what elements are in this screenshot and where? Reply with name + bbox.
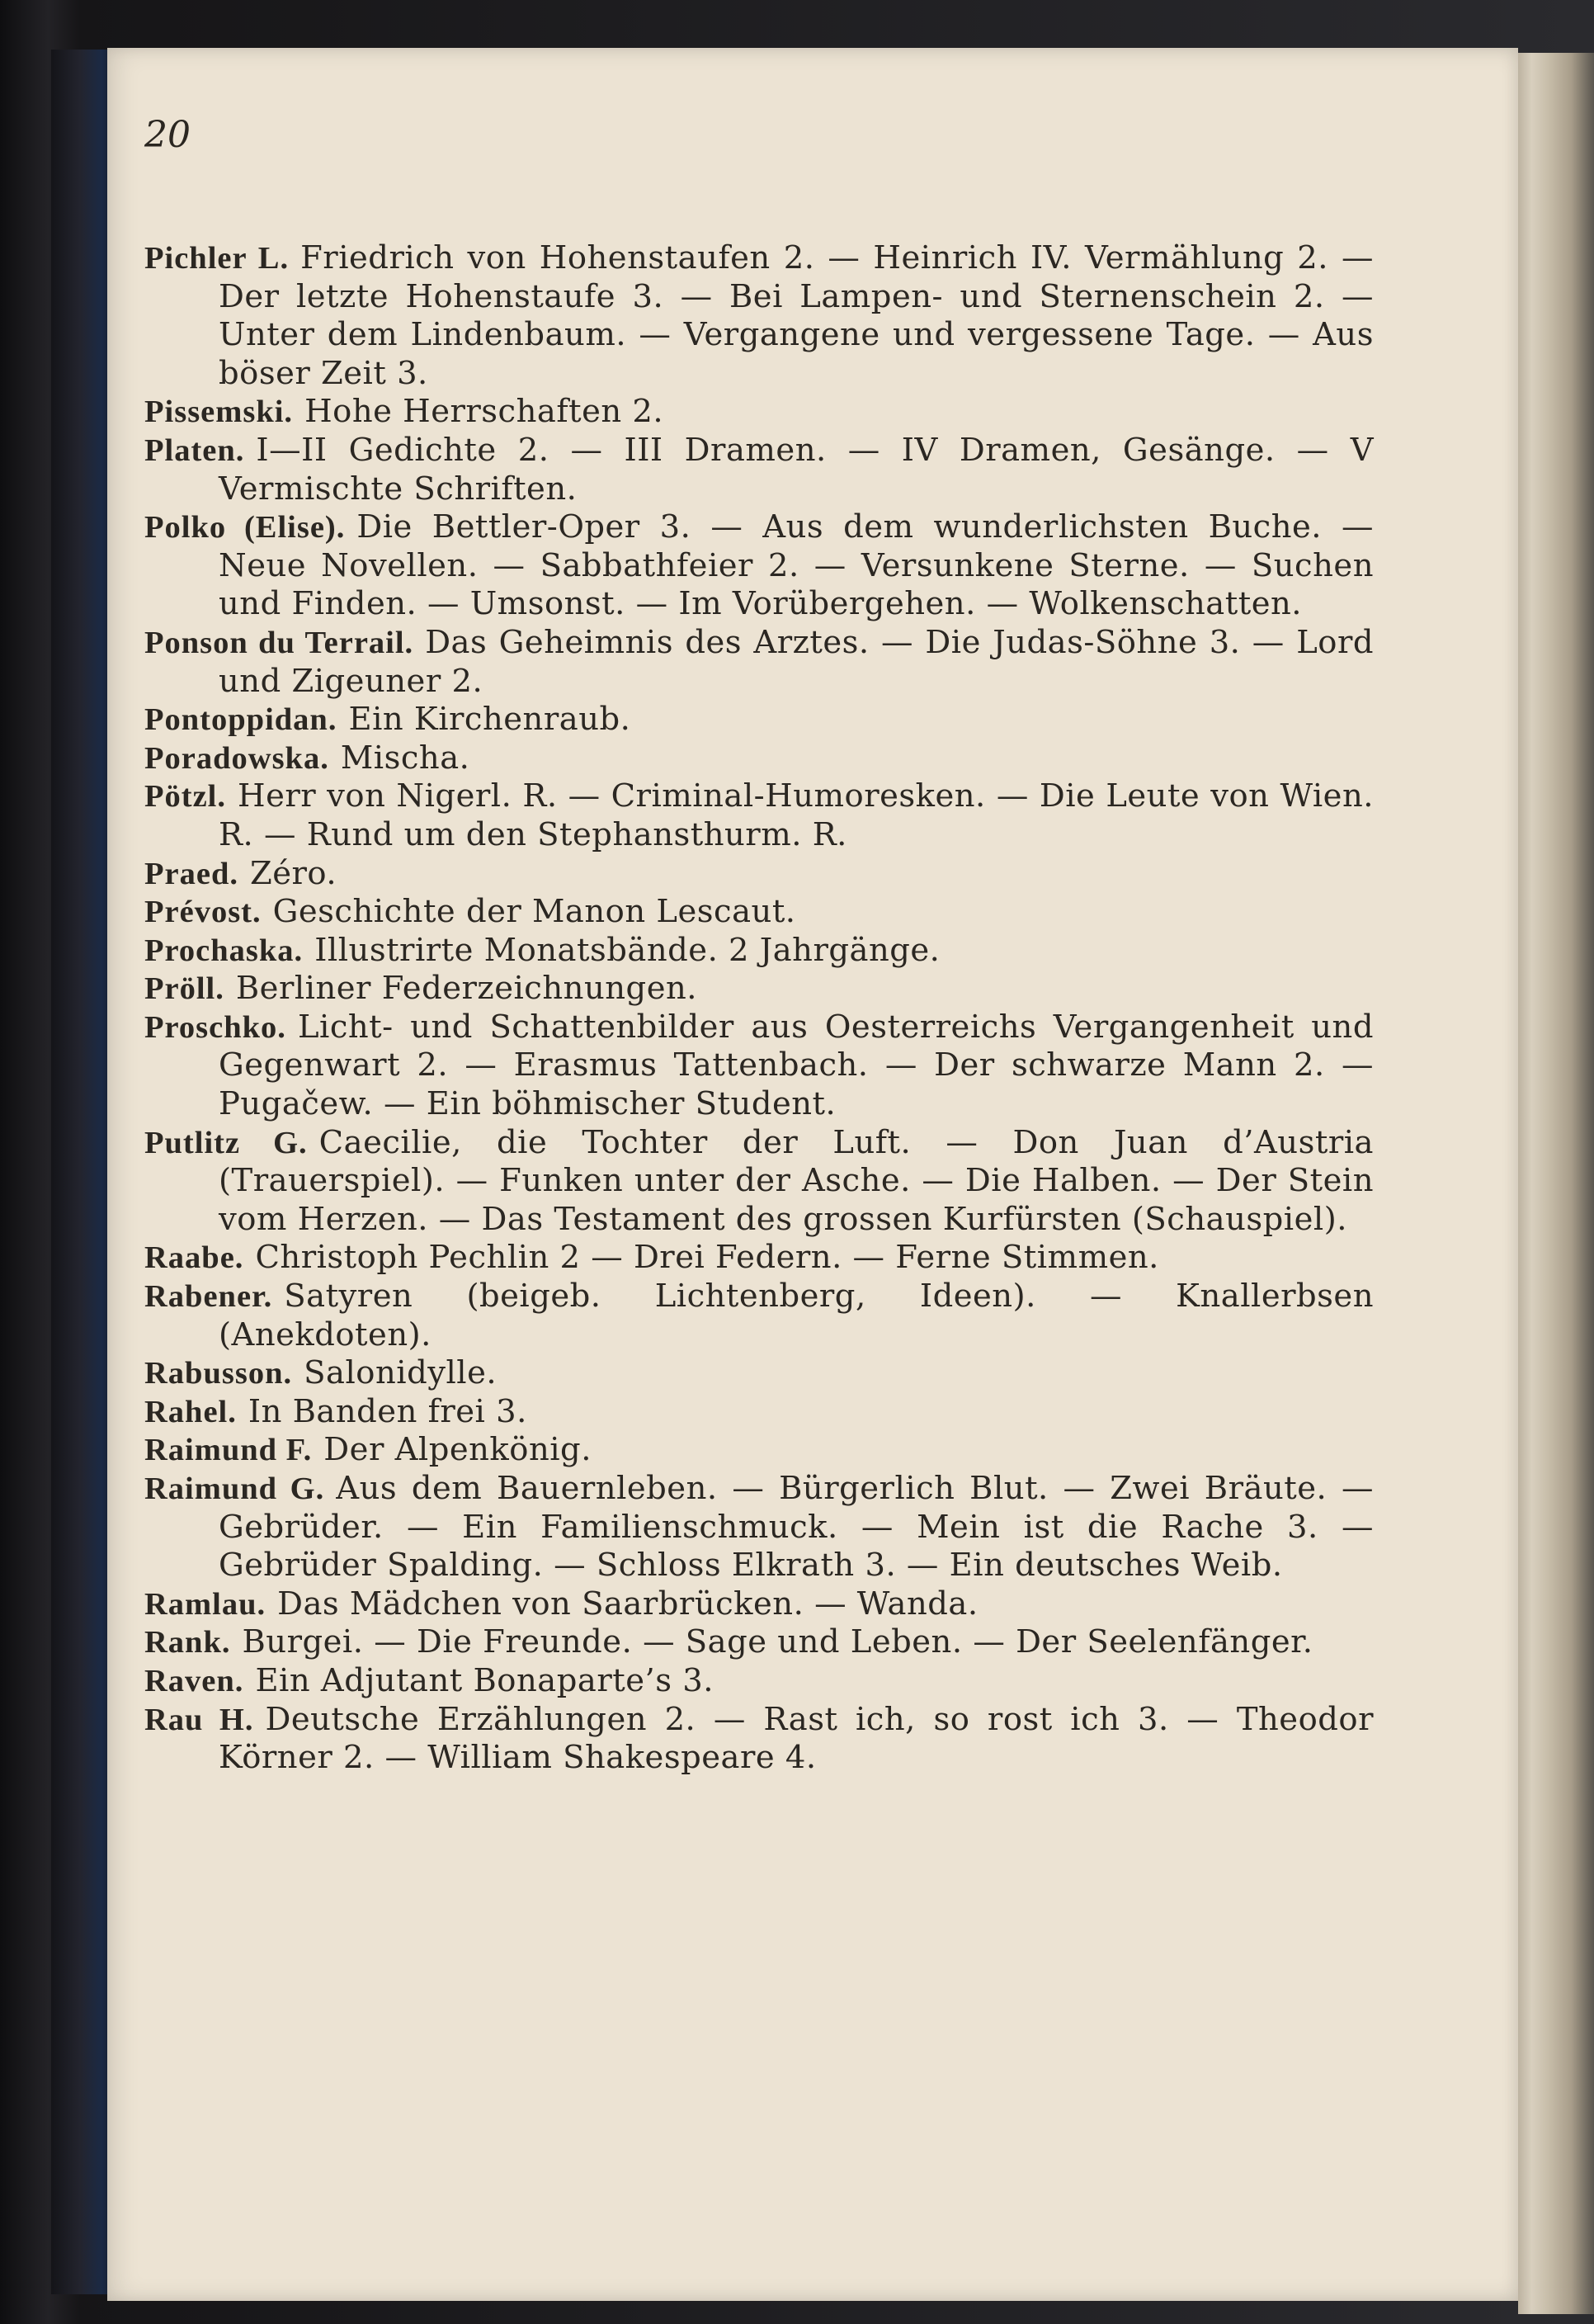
entry-author: Praed. — [144, 856, 238, 891]
entry-author: Pröll. — [144, 971, 224, 1007]
entry-author: Pötzl. — [144, 779, 226, 815]
catalog-entry-rank — [144, 1623, 1374, 1662]
entry-works: Caecilie, die Tochter der Luft. — Don Juan d’Austria (Trauerspiel). — Funken unter der Asche. — Die Halben. — Der Stein vom Herzen. — Das Testament des grossen Kurfürsten (Schauspiel). — [219, 1123, 1374, 1238]
catalog-entry-proschko — [144, 1008, 1374, 1124]
entry-works: Zéro. — [249, 854, 337, 892]
catalog-entry-raabe — [144, 1239, 1374, 1278]
catalog-entry-raimund-f — [144, 1431, 1374, 1470]
entry-author: Prévost. — [144, 895, 262, 930]
catalog-entry-raven — [144, 1662, 1374, 1701]
entry-author: Raabe. — [144, 1240, 244, 1276]
entry-author: Rahel. — [144, 1394, 237, 1429]
catalog-entry-rabusson — [144, 1354, 1374, 1393]
entry-author: Polko (Elise). — [144, 510, 346, 546]
catalog-entry-rau — [144, 1701, 1374, 1778]
entry-author: Poradowska. — [144, 740, 329, 776]
entry-author: Rau H. — [144, 1702, 254, 1737]
entry-works: Geschichte der Manon Lescaut. — [272, 893, 796, 931]
entry-author: Proschko. — [144, 1009, 286, 1045]
entry-author: Ramlau. — [144, 1586, 266, 1622]
page-number: 20 — [144, 114, 191, 156]
entry-author: Raven. — [144, 1663, 244, 1698]
entry-works: Ein Kirchenraub. — [348, 701, 631, 739]
entry-works: Ein Adjutant Bonaparte’s 3. — [255, 1661, 714, 1699]
catalog-entry-polko — [144, 508, 1374, 624]
catalog-entry-praed — [144, 855, 1374, 894]
catalog-entry-ramlau — [144, 1585, 1374, 1624]
catalog-entry-pissemski — [144, 393, 1374, 432]
entry-author: Raimund G. — [144, 1471, 325, 1506]
entry-works: Friedrich von Hohenstaufen 2. — Heinrich IV. Vermählung 2. — Der letzte Hohenstaufe 3. — Bei Lampen- und Sternenschein 2. — Unter dem Lindenbaum. — Vergangene und vergessene Tage. — Aus böser Zeit 3. — [219, 239, 1375, 392]
entry-author: Pontoppidan. — [144, 702, 337, 738]
entry-author: Rabener. — [144, 1279, 273, 1315]
entry-author: Ponson du Terrail. — [144, 625, 414, 660]
catalog-entry-rahel — [144, 1393, 1374, 1432]
catalog-entry-proell — [144, 970, 1374, 1008]
entry-works: Satyren (beigeb. Lichtenberg, Ideen). — Knallerbsen (Anekdoten). — [219, 1278, 1374, 1353]
entry-works: Berliner Federzeichnungen. — [235, 970, 698, 1008]
entry-works: Licht- und Schattenbilder aus Oesterreichs Vergangenheit und Gegenwart 2. — Erasmus Tattenbach. — Der schwarze Mann 2. — Pugačew. — Ein böhmischer Student. — [219, 1008, 1374, 1123]
entry-works: I—II Gedichte 2. — III Dramen. — IV Dramen, Gesänge. — V Vermischte Schriften. — [219, 431, 1374, 508]
entry-works: Aus dem Bauernleben. — Bürgerlich Blut. — Zwei Bräute. — Gebrüder. — Ein Familienschmuck. — Mein ist die Rache 3. — Gebrüder Spalding. — Schloss Elkrath 3. — Ein deutsches Weib. — [219, 1470, 1374, 1585]
entry-works: Burgei. — Die Freunde. — Sage und Leben. — Der Seelenfänger. — [242, 1623, 1313, 1661]
entry-works: Mischa. — [340, 739, 470, 777]
catalog-entry-pichler — [144, 239, 1374, 393]
catalog-entry-ponson-du-terrail — [144, 624, 1374, 701]
entry-works: In Banden frei 3. — [248, 1392, 527, 1430]
entry-works: Das Geheimnis des Arztes. — Die Judas-Söhne 3. — Lord und Zigeuner 2. — [219, 623, 1374, 700]
entry-author: Putlitz G. — [144, 1125, 308, 1160]
entry-works: Salonidylle. — [304, 1354, 498, 1392]
entry-works: Die Bettler-Oper 3. — Aus dem wunderlichsten Buche. — Neue Novellen. — Sabbathfeier 2. — Versunkene Sterne. — Suchen und Finden. — Umsonst. — Im Vorübergehen. — Wolkenschatten. — [219, 508, 1374, 623]
catalog-entries — [144, 239, 1374, 1778]
entry-works: Hohe Herrschaften 2. — [304, 393, 664, 431]
catalog-entry-raimund-g — [144, 1470, 1374, 1585]
entry-author: Rabusson. — [144, 1356, 293, 1391]
entry-works: Das Mädchen von Saarbrücken. — Wanda. — [277, 1585, 979, 1623]
page-stack-edge — [1518, 53, 1594, 2314]
catalog-entry-rabener — [144, 1278, 1374, 1354]
catalog-entry-poetzl — [144, 777, 1374, 854]
entry-works: Illustrirte Monatsbände. 2 Jahrgänge. — [314, 931, 941, 969]
catalog-entry-platen — [144, 432, 1374, 508]
catalog-entry-poradowska — [144, 739, 1374, 778]
entry-works: Christoph Pechlin 2 — Drei Federn. — Ferne Stimmen. — [255, 1239, 1159, 1277]
catalog-entry-putlitz — [144, 1124, 1374, 1240]
entry-author: Platen. — [144, 432, 245, 468]
catalog-entry-prevost — [144, 893, 1374, 932]
catalog-entry-prochaska — [144, 932, 1374, 971]
entry-author: Pissemski. — [144, 394, 294, 430]
catalog-entry-pontoppidan — [144, 701, 1374, 739]
entry-author: Pichler L. — [144, 241, 290, 276]
entry-author: Prochaska. — [144, 933, 304, 968]
entry-works: Deutsche Erzählungen 2. — Rast ich, so rost ich 3. — Theodor Körner 2. — William Shakespeare 4. — [219, 1700, 1375, 1777]
entry-works: Herr von Nigerl. R. — Criminal-Humoresken. — Die Leute von Wien. R. — Rund um den Stephansthurm. R. — [219, 777, 1374, 853]
entry-works: Der Alpenkönig. — [323, 1431, 592, 1469]
entry-author: Raimund F. — [144, 1433, 313, 1468]
entry-author: Rank. — [144, 1625, 231, 1660]
